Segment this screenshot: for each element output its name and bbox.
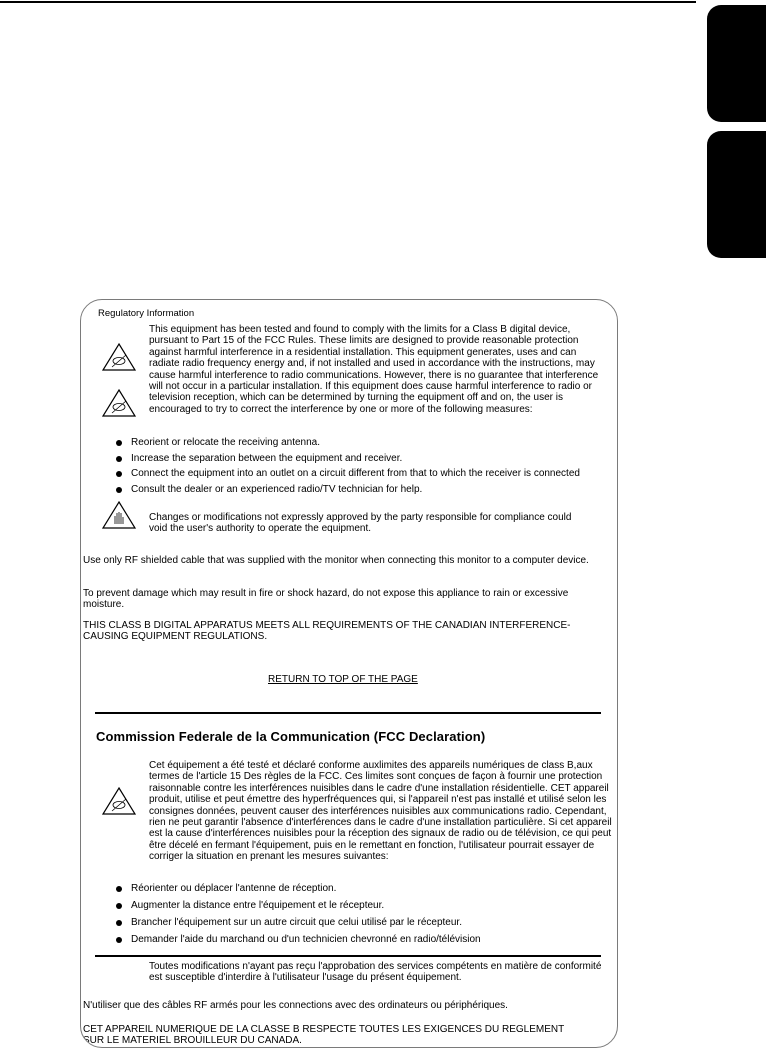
side-tab-1 bbox=[707, 5, 766, 122]
list-item bbox=[116, 468, 580, 479]
list-item-text: Brancher l'équipement sur un autre circuit que celui utilisé par le récepteur. bbox=[131, 917, 462, 928]
bullet-dot bbox=[116, 920, 122, 926]
fcc-french-paragraph: Cet équipement a été testé et déclaré conforme auxlimites des appareils numériques de class B,aux termes de l'article 15 Des règles de la FCC. Ces limites sont conçues de façon à fournir une protection raisonnable contre les interférences nuisibles dans le cadre d'une installation résidentielle. CET appareil produit, utilise et peut émettre des hyperfréquences qui, si l'appareil n'est pas installé et utilisé selon les consignes données, peuvent causer des interférences nuisibles aux communications radio. Cependant, rien ne peut garantir l'absence d'interférences dans le cadre d'une installation particulière. Si cet appareil est la cause d'interférences nuisibles pour la réception des signaux de radio ou de télévision, ce qui peut être décelé en fermant l'équipement, puis en le remettant en fonction, l'utilisateur pourrait essayer de corriger la situation en prenant les mesures suivantes: bbox=[149, 760, 612, 863]
list-item-text: Increase the separation between the equipment and receiver. bbox=[131, 453, 403, 464]
regulatory-panel bbox=[80, 299, 618, 1048]
list-item bbox=[116, 917, 462, 928]
list-item-text: Augmenter la distance entre l'équipement et le récepteur. bbox=[131, 900, 385, 911]
bullet-dot bbox=[116, 471, 122, 477]
cable-note: Use only RF shielded cable that was supplied with the monitor when connecting this monitor to a computer device. bbox=[83, 555, 589, 566]
list-item-text: Demander l'aide du marchand ou d'un technicien chevronné en radio/télévision bbox=[131, 934, 481, 945]
canada-note-fr: CET APPAREIL NUMERIQUE DE LA CLASSE B RESPECTE TOUTES LES EXIGENCES DU REGLEMENT SUR LE MATERIEL BROUILLEUR DU CANADA. bbox=[83, 1024, 565, 1047]
return-to-top-link[interactable]: RETURN TO TOP OF THE PAGE bbox=[268, 674, 418, 685]
cable-note-fr: N'utiliser que des câbles RF armés pour les connections avec des ordinateurs ou périphériques. bbox=[83, 1000, 508, 1011]
warning-triangle-interference-icon bbox=[101, 786, 137, 816]
list-item-text: Connect the equipment into an outlet on a circuit different from that to which the receiver is connected bbox=[131, 468, 580, 479]
list-item bbox=[116, 900, 384, 911]
list-item-text: Réorienter ou déplacer l'antenne de réception. bbox=[131, 883, 337, 894]
list-item-text: Consult the dealer or an experienced radio/TV technician for help. bbox=[131, 484, 423, 495]
warning-triangle-interference-icon bbox=[101, 342, 137, 372]
section-divider bbox=[95, 955, 601, 957]
bullet-dot bbox=[116, 937, 122, 943]
section-divider bbox=[95, 712, 601, 714]
moisture-note: To prevent damage which may result in fire or shock hazard, do not expose this appliance to rain or excessive moisture. bbox=[83, 588, 569, 611]
warning-triangle-interference-icon bbox=[101, 388, 137, 418]
bullet-dot bbox=[116, 456, 122, 462]
bullet-dot bbox=[116, 440, 122, 446]
canada-note: THIS CLASS B DIGITAL APPARATUS MEETS ALL REQUIREMENTS OF THE CANADIAN INTERFERENCE-CAUSING EQUIPMENT REGULATIONS. bbox=[83, 620, 571, 643]
bullet-dot bbox=[116, 903, 122, 909]
list-item-text: Reorient or relocate the receiving antenna. bbox=[131, 437, 321, 448]
list-item bbox=[116, 453, 402, 464]
changes-note: Changes or modifications not expressly approved by the party responsible for compliance could void the user's authority to operate the equipment. bbox=[149, 512, 572, 535]
warning-triangle-hand-icon bbox=[101, 500, 137, 530]
modifications-note: Toutes modifications n'ayant pas reçu l'approbation des services compétents en matière de conformité est susceptible d'interdire à l'utilisateur l'usage du présent équipement. bbox=[149, 961, 602, 984]
list-item bbox=[116, 934, 481, 945]
fcc-declaration-title: Commission Federale de la Communication (FCC Declaration) bbox=[96, 729, 486, 744]
bullet-dot bbox=[116, 487, 122, 493]
list-item bbox=[116, 484, 422, 495]
list-item bbox=[116, 883, 336, 894]
side-tab-2 bbox=[707, 131, 766, 258]
bullet-dot bbox=[116, 886, 122, 892]
list-item bbox=[116, 437, 320, 448]
top-rule bbox=[0, 1, 696, 3]
regulatory-heading: Regulatory Information bbox=[98, 308, 195, 319]
fcc-english-paragraph: This equipment has been tested and found to comply with the limits for a Class B digital device, pursuant to Part 15 of the FCC Rules. These limits are designed to provide reasonable protection against harmful interference in a residential installation. This equipment generates, uses and can radiate radio frequency energy and, if not installed and used in accordance with the instructions, may cause harmful interference to radio communications. However, there is no guarantee that interference will not occur in a particular installation. If this equipment does cause harmful interference to radio or television reception, which can be determined by turning the equipment off and on, the user is encouraged to try to correct the interference by one or more of the following measures: bbox=[149, 324, 599, 415]
